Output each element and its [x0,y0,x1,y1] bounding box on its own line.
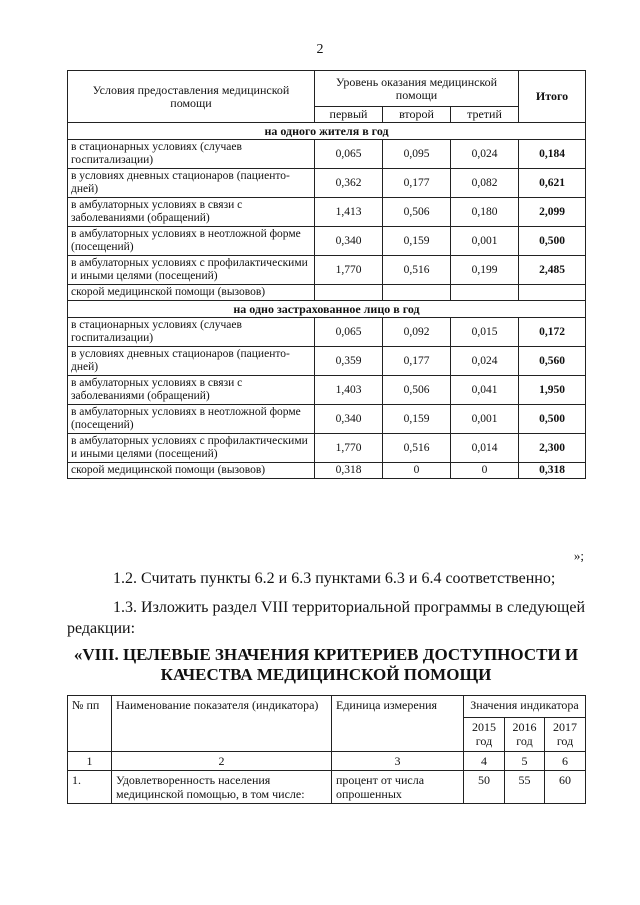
column-number: 2 [112,752,332,771]
column-number: 5 [505,752,545,771]
level-1-value: 0,065 [315,318,383,347]
level-3-value: 0,041 [451,376,519,405]
level-2-value: 0,095 [383,140,451,169]
total-value: 0,500 [519,405,586,434]
table-row [68,256,586,285]
level-2-value: 0,177 [383,347,451,376]
column-number: 4 [464,752,505,771]
indicator-name: Удовлетворенность населения медицинской помощью, в том числе: [112,771,332,804]
row-label: в амбулаторных условиях с профилактическими и иными целями (посещений) [68,434,315,463]
table-row [68,285,586,301]
closing-quote: »; [573,548,584,563]
indicator-row [68,771,586,804]
header-year-2017: 2017 год [545,718,586,752]
total-value: 2,300 [519,434,586,463]
total-value: 0,621 [519,169,586,198]
value-2015: 50 [464,771,505,804]
indicators-table [67,695,586,804]
section-heading [67,645,585,685]
table-row [68,318,586,347]
level-2-value: 0,159 [383,227,451,256]
column-number-row [68,752,586,771]
indicators-table-body [68,696,586,804]
level-1-value: 1,770 [315,256,383,285]
paragraph-1-3: 1.3. Изложить раздел VIII территориальной программы в следующей редакции: [67,599,585,637]
level-1-value: 0,362 [315,169,383,198]
column-number: 1 [68,752,112,771]
level-3-value: 0,199 [451,256,519,285]
header-year-2016: 2016 год [505,718,545,752]
level-3-value: 0,015 [451,318,519,347]
table-row [68,347,586,376]
paragraph-1-2: 1.2. Считать пункты 6.2 и 6.3 пунктами 6.3 и 6.4 соответственно; [113,570,556,587]
header-year-2015: 2015 год [464,718,505,752]
header-level-3: третий [451,107,519,123]
level-1-value: 0,340 [315,227,383,256]
level-3-value: 0,024 [451,347,519,376]
header-num: № пп [68,696,112,752]
level-3-value: 0,082 [451,169,519,198]
column-number: 3 [332,752,464,771]
section-heading-line-1: «VIII. ЦЕЛЕВЫЕ ЗНАЧЕНИЯ КРИТЕРИЕВ ДОСТУПНОСТИ И [73,645,579,664]
level-1-value: 0,065 [315,140,383,169]
level-2-value: 0,506 [383,376,451,405]
total-value [519,285,586,301]
level-1-value: 1,413 [315,198,383,227]
total-value: 0,184 [519,140,586,169]
level-1-value: 0,318 [315,463,383,479]
header-conditions: Условия предоставления медицинской помощи [68,71,315,123]
volume-table [67,70,586,479]
table-row [68,434,586,463]
volume-table-body [68,71,586,479]
indicator-unit: процент от числа опрошенных [332,771,464,804]
row-label: в стационарных условиях (случаев госпитализации) [68,140,315,169]
indicators-header-row [68,696,586,718]
header-total: Итого [519,71,586,123]
row-label: в условиях дневных стационаров (пациенто-дней) [68,347,315,376]
table-header-row [68,71,586,107]
header-level-2: второй [383,107,451,123]
row-label: в амбулаторных условиях в связи с заболеваниями (обращений) [68,198,315,227]
level-2-value [383,285,451,301]
level-1-value: 0,359 [315,347,383,376]
header-name: Наименование показателя (индикатора) [112,696,332,752]
level-2-value: 0,516 [383,256,451,285]
level-3-value: 0,024 [451,140,519,169]
level-1-value: 1,770 [315,434,383,463]
header-values: Значения индикатора [464,696,586,718]
section-row [68,301,586,318]
table-row [68,198,586,227]
value-2016: 55 [505,771,545,804]
header-unit: Единица измерения [332,696,464,752]
row-label: в амбулаторных условиях с профилактическими и иными целями (посещений) [68,256,315,285]
section-title: на одно застрахованное лицо в год [68,301,586,318]
header-level-1: первый [315,107,383,123]
level-3-value: 0,014 [451,434,519,463]
table-row [68,169,586,198]
total-value: 0,318 [519,463,586,479]
row-label: в условиях дневных стационаров (пациенто-дней) [68,169,315,198]
table-row [68,140,586,169]
indicator-number: 1. [68,771,112,804]
total-value: 1,950 [519,376,586,405]
level-3-value: 0,001 [451,405,519,434]
total-value: 0,560 [519,347,586,376]
value-2017: 60 [545,771,586,804]
table-row [68,463,586,479]
level-1-value: 0,340 [315,405,383,434]
level-3-value [451,285,519,301]
section-title: на одного жителя в год [68,123,586,140]
level-2-value: 0,506 [383,198,451,227]
level-3-value: 0,001 [451,227,519,256]
row-label: в стационарных условиях (случаев госпитализации) [68,318,315,347]
total-value: 2,485 [519,256,586,285]
level-1-value [315,285,383,301]
header-level: Уровень оказания медицинской помощи [315,71,519,107]
level-2-value: 0,092 [383,318,451,347]
level-1-value: 1,403 [315,376,383,405]
column-number: 6 [545,752,586,771]
section-row [68,123,586,140]
level-2-value: 0,177 [383,169,451,198]
row-label: в амбулаторных условиях в неотложной форме (посещений) [68,227,315,256]
page-number: 2 [316,42,324,57]
total-value: 0,172 [519,318,586,347]
table-row [68,376,586,405]
section-heading-line-2: КАЧЕСТВА МЕДИЦИНСКОЙ ПОМОЩИ [160,665,492,684]
level-2-value: 0,516 [383,434,451,463]
table-row [68,227,586,256]
row-label: скорой медицинской помощи (вызовов) [68,463,315,479]
total-value: 0,500 [519,227,586,256]
row-label: скорой медицинской помощи (вызовов) [68,285,315,301]
level-2-value: 0 [383,463,451,479]
level-3-value: 0,180 [451,198,519,227]
row-label: в амбулаторных условиях в связи с заболеваниями (обращений) [68,376,315,405]
level-3-value: 0 [451,463,519,479]
level-2-value: 0,159 [383,405,451,434]
table-row [68,405,586,434]
row-label: в амбулаторных условиях в неотложной форме (посещений) [68,405,315,434]
total-value: 2,099 [519,198,586,227]
